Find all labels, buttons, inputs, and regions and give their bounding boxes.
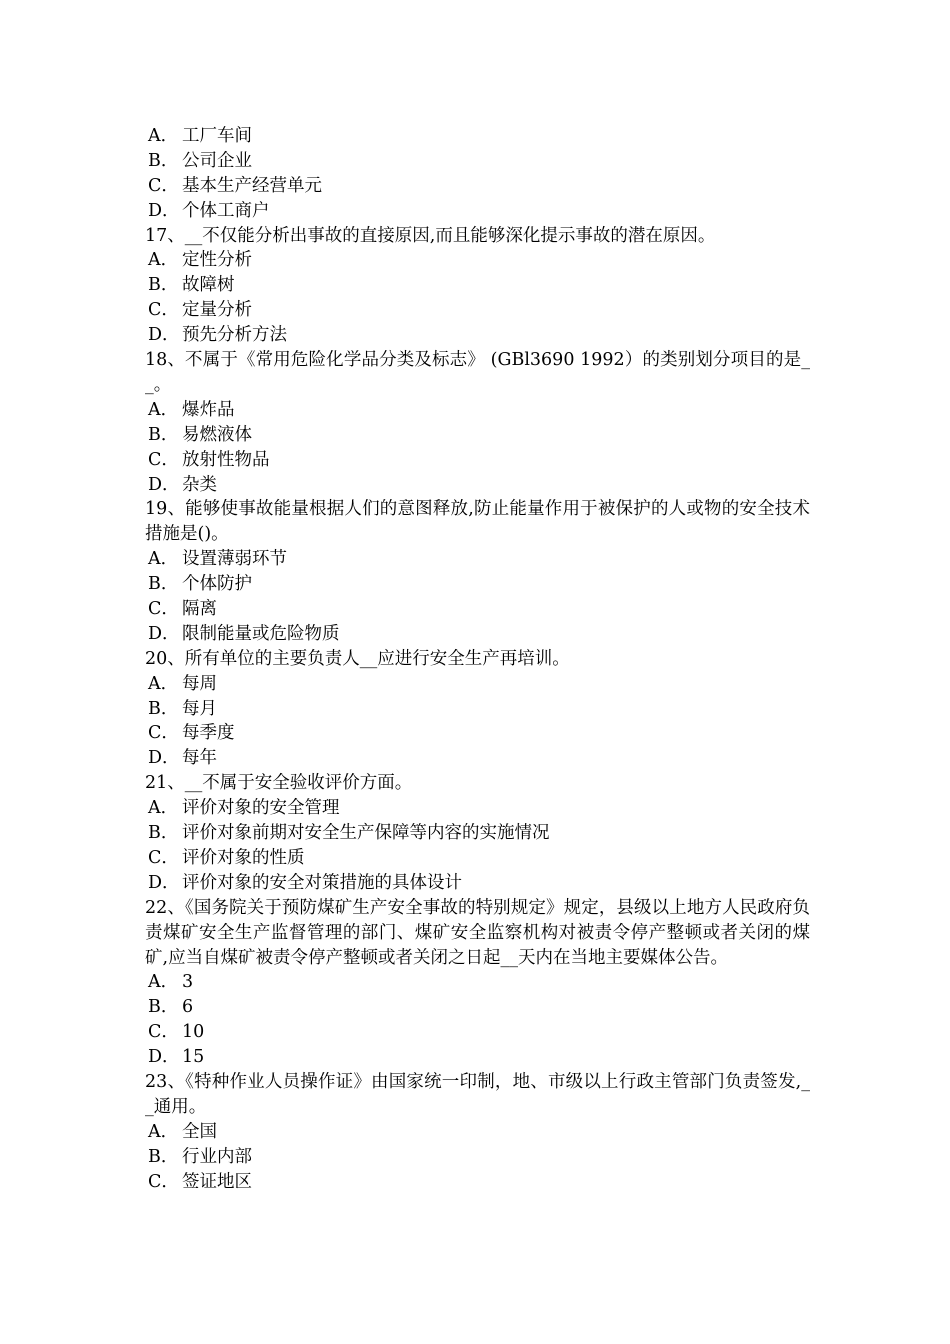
question-text: 19、能够使事故能量根据人们的意图释放,防止能量作用于被保护的人或物的安全技术措施是()。 [145, 499, 810, 545]
option-text: 评价对象的安全对策措施的具体设计 [182, 872, 462, 893]
option-letter: D． [148, 623, 180, 644]
option-text: 全国 [182, 1121, 217, 1142]
option-letter: A． [148, 399, 179, 420]
option-letter: B． [148, 997, 179, 1018]
question-block [145, 896, 810, 1070]
answer-option [145, 970, 810, 995]
option-letter: C． [148, 300, 179, 321]
option-text: 评价对象前期对安全生产保障等内容的实施情况 [182, 823, 550, 844]
option-letter: D． [148, 1047, 180, 1068]
option-text: 行业内部 [182, 1146, 252, 1167]
answer-option [145, 846, 810, 871]
option-letter: B． [148, 275, 179, 296]
answer-option [145, 1120, 810, 1145]
answer-option [145, 124, 810, 149]
question-text: 21、__不属于安全验收评价方面。 [145, 773, 413, 794]
option-letter: D． [148, 474, 180, 495]
question-block [145, 224, 810, 348]
question-text: 18、不属于《常用危险化学品分类及标志》 (GBl3690 1992）的类别划分项目的是__。 [145, 350, 810, 395]
option-letter: C． [148, 175, 179, 196]
option-letter: D． [148, 200, 180, 221]
page-content [145, 124, 810, 1194]
option-letter: C． [148, 1171, 179, 1192]
answer-option [145, 473, 810, 498]
answer-option [145, 1170, 810, 1195]
option-text: 15 [182, 1047, 205, 1068]
answer-option [145, 697, 810, 722]
option-letter: D． [148, 325, 180, 346]
question-text: 17、__不仅能分析出事故的直接原因,而且能够深化提示事故的潜在原因。 [145, 225, 716, 246]
answer-option [145, 448, 810, 473]
option-letter: A． [148, 972, 179, 993]
answer-option [145, 174, 810, 199]
answer-option [145, 871, 810, 896]
answer-option [145, 1020, 810, 1045]
option-letter: A． [148, 798, 179, 819]
option-letter: C． [148, 847, 179, 868]
answer-option [145, 597, 810, 622]
option-letter: D． [148, 872, 180, 893]
option-text: 每年 [182, 748, 217, 769]
answer-option [145, 721, 810, 746]
option-text: 基本生产经营单元 [182, 175, 322, 196]
option-text: 隔离 [182, 599, 217, 619]
option-letter: C． [148, 449, 179, 470]
option-text: 爆炸品 [182, 399, 235, 420]
option-letter: B． [148, 150, 179, 171]
option-text: 杂类 [182, 474, 217, 495]
option-text: 个体防护 [182, 574, 252, 595]
option-letter: B． [148, 574, 179, 595]
answer-option [145, 547, 810, 572]
option-letter: A． [148, 250, 179, 271]
answer-option [145, 995, 810, 1020]
option-text: 放射性物品 [182, 449, 270, 470]
question-block [145, 1070, 810, 1194]
question-text: 23、《特种作业人员操作证》由国家统一印制，地、市级以上行政主管部门负责签发,__通用。 [145, 1072, 810, 1117]
question-text: 20、所有单位的主要负责人__应进行安全生产再培训。 [145, 648, 570, 669]
option-letter: B． [148, 698, 179, 719]
option-letter: A． [148, 673, 179, 694]
answer-option [145, 323, 810, 348]
answer-option [145, 149, 810, 174]
question-block [145, 771, 810, 895]
answer-option [145, 398, 810, 423]
question-block [145, 647, 810, 771]
option-letter: B． [148, 1146, 179, 1167]
option-text: 限制能量或危险物质 [182, 623, 340, 644]
option-text: 公司企业 [182, 150, 252, 171]
option-letter: A． [148, 1121, 179, 1142]
answer-option [145, 622, 810, 647]
answer-option [145, 423, 810, 448]
option-text: 设置薄弱环节 [182, 549, 287, 570]
option-text: 签证地区 [182, 1171, 252, 1192]
option-text: 每月 [182, 698, 217, 719]
option-letter: A． [148, 549, 179, 570]
option-text: 每季度 [182, 723, 235, 744]
question-block [145, 348, 810, 497]
option-text: 故障树 [182, 275, 235, 296]
answer-option [145, 746, 810, 771]
question-block [145, 497, 810, 646]
option-text: 评价对象的安全管理 [182, 798, 340, 819]
option-text: 10 [182, 1022, 205, 1043]
answer-option [145, 1045, 810, 1070]
option-text: 3 [182, 972, 194, 993]
option-letter: C． [148, 1022, 179, 1043]
answer-option [145, 796, 810, 821]
option-text: 定量分析 [182, 300, 252, 321]
option-text: 个体工商户 [182, 200, 270, 221]
option-text: 评价对象的性质 [182, 847, 305, 868]
answer-option [145, 298, 810, 323]
question-text: 22、《国务院关于预防煤矿生产安全事故的特别规定》规定，县级以上地方人民政府负责煤矿安全生产监督管理的部门、煤矿安全监察机构对被责令停产整顿或者关闭的煤矿,应当自煤矿被责令停产整顿或者关闭之日起__天内在当地主要媒体公告。 [145, 897, 810, 968]
answer-option [145, 572, 810, 597]
option-letter: B． [148, 424, 179, 445]
option-text: 每周 [182, 673, 217, 694]
option-letter: D． [148, 748, 180, 769]
answer-option [145, 273, 810, 298]
option-text: 预先分析方法 [182, 325, 287, 346]
option-letter: C． [148, 599, 179, 619]
option-letter: A． [148, 126, 179, 146]
option-letter: B． [148, 823, 179, 844]
option-letter: C． [148, 723, 179, 744]
answer-option [145, 821, 810, 846]
answer-option [145, 248, 810, 273]
option-text: 定性分析 [182, 250, 252, 271]
answer-option [145, 672, 810, 697]
answer-option [145, 199, 810, 224]
option-text: 工厂车间 [182, 126, 252, 146]
answer-option [145, 1145, 810, 1170]
option-text: 易燃液体 [182, 424, 252, 445]
option-text: 6 [182, 997, 194, 1018]
